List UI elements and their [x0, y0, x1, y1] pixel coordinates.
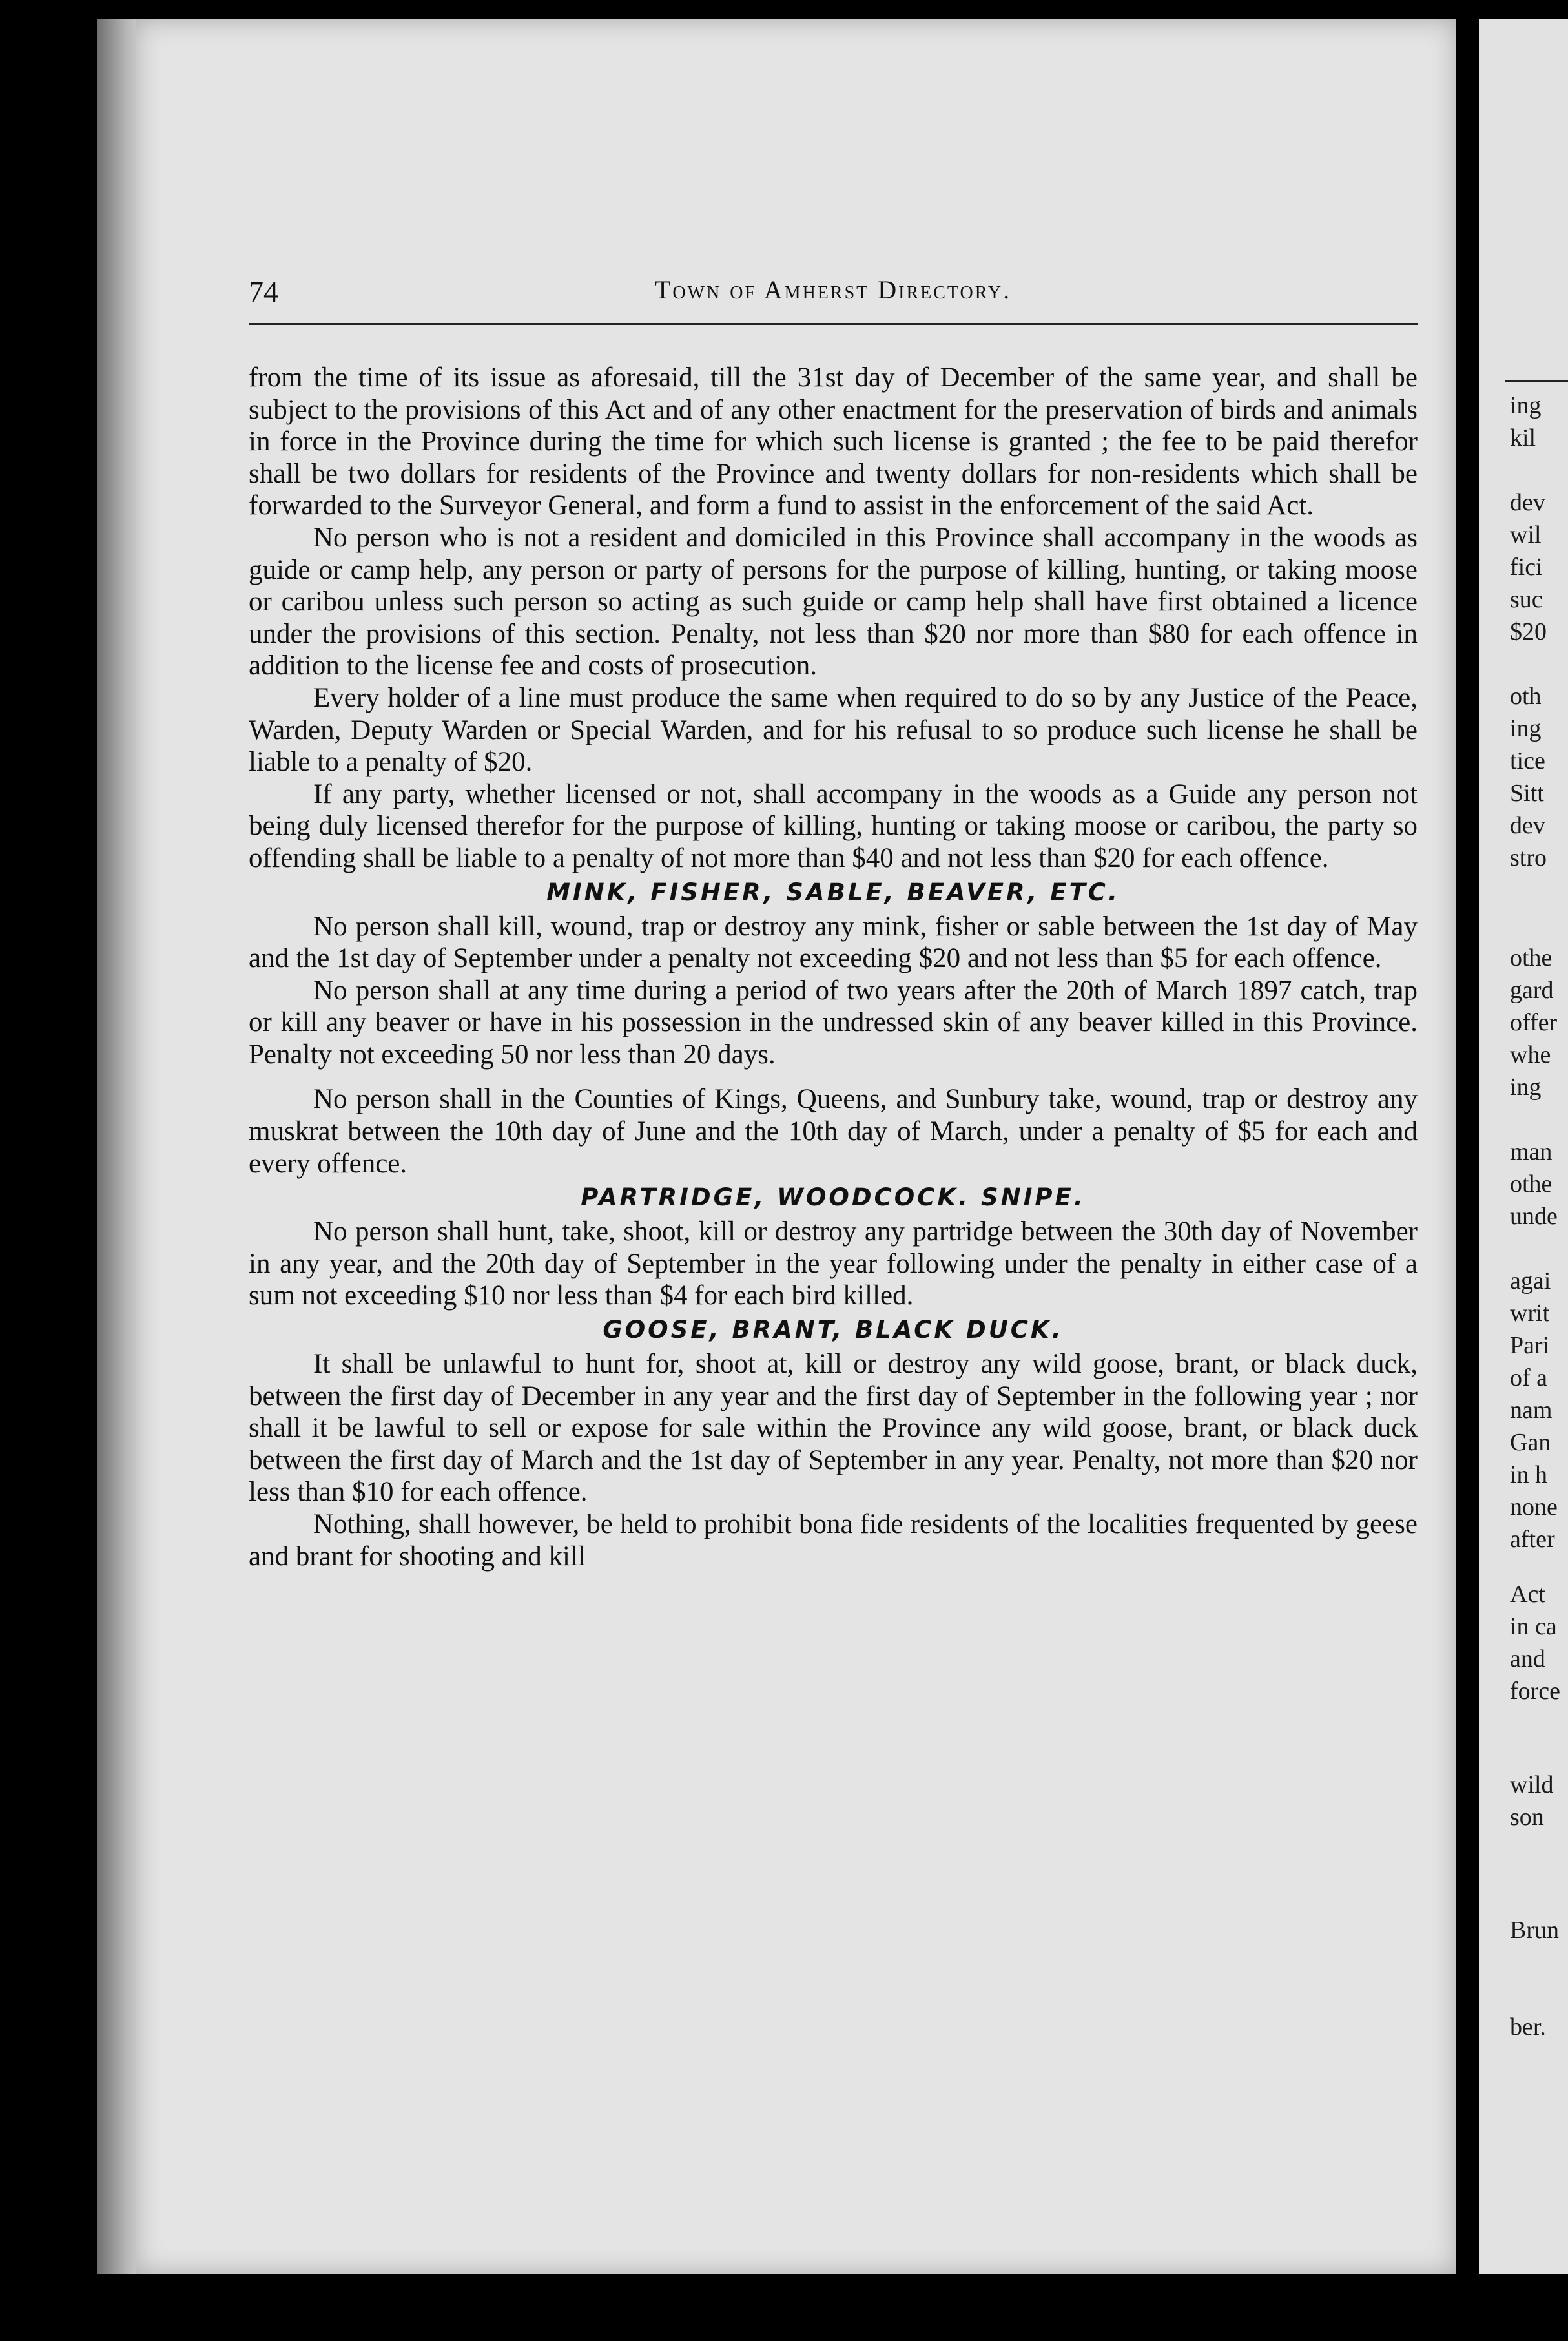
facing-page-edge — [1479, 19, 1568, 2274]
paragraph: If any party, whether licensed or not, shall accompany in the woods as a Guide any person not being duly licensed therefor for the purpose of killing, hunting or taking moose or caribou, the party so offending shall be liable to a penalty of not more than $40 and not less than $20 for each offence. — [249, 778, 1418, 873]
facing-page-rule — [1505, 380, 1568, 382]
facing-page-fragment: offer — [1510, 1009, 1558, 1036]
facing-page-fragment: nam — [1510, 1397, 1553, 1424]
facing-page-fragment: wil — [1510, 521, 1542, 548]
facing-page-fragment: ber. — [1510, 2013, 1546, 2041]
facing-page-fragment: man — [1510, 1138, 1553, 1165]
facing-page-fragment: and — [1510, 1645, 1545, 1672]
facing-page-fragment: oth — [1510, 683, 1542, 710]
facing-page-fragment: ing — [1510, 715, 1542, 742]
paragraph: Every holder of a line must produce the same when required to do so by any Justice of the Peace, Warden, Deputy Warden or Special Warden, and for his refusal to so produce such license he shall be liable to a penalty of $20. — [249, 682, 1418, 778]
facing-page-fragment: suc — [1510, 586, 1543, 613]
paragraph: No person shall hunt, take, shoot, kill or destroy any partridge between the 30th day of November in any year, and the 20th day of September in the year following under the penalty in either case of a sum not exceeding $10 nor less than $4 for each bird killed. — [249, 1216, 1418, 1311]
facing-page-fragment: dev — [1510, 489, 1545, 516]
facing-page-fragment: writ — [1510, 1300, 1550, 1327]
facing-page-fragment: tice — [1510, 747, 1545, 775]
facing-page-fragment: othe — [1510, 944, 1553, 972]
paragraph: It shall be unlawful to hunt for, shoot at, kill or destroy any wild goose, brant, or black duck, between the first day of December in any year and the first day of September in the following year ; nor shall it be lawful to sell or expose for sale within the Province any wild goose, brant, or black duck between the first day of March and the 1st day of September in any year. Penalty, not more than $20 nor less than $10 for each offence. — [249, 1349, 1418, 1508]
facing-page-fragment: Gan — [1510, 1429, 1551, 1456]
facing-page-fragment: none — [1510, 1493, 1558, 1521]
paragraph: from the time of its issue as aforesaid, till the 31st day of December of the same year, and shall be subject to the provisions of this Act and of any other enactment for the preservation of birds and animals in force in the Province during the time for which such license is granted ; the fee to be paid therefor shall be two dollars for residents of the Province and twenty dollars for non-residents which shall be forwarded to the Surveyor General, and form a fund to assist in the enforcement of the said Act. — [249, 362, 1418, 521]
facing-page-fragment: force — [1510, 1678, 1561, 1705]
facing-page-fragment: ing — [1510, 1074, 1542, 1101]
facing-page-fragment: ing — [1510, 392, 1542, 419]
page-body — [249, 362, 1418, 1572]
facing-page-fragment: dev — [1510, 812, 1545, 839]
facing-page-fragment: wild — [1510, 1771, 1554, 1798]
facing-page-fragment: agai — [1510, 1267, 1551, 1295]
page-header — [249, 275, 1418, 320]
facing-page-fragment: in h — [1510, 1461, 1548, 1488]
facing-page-fragment: stro — [1510, 844, 1547, 871]
facing-page-fragment: $20 — [1510, 618, 1547, 645]
facing-page-fragment: gard — [1510, 977, 1554, 1004]
facing-page-fragment: kil — [1510, 424, 1536, 452]
facing-page-fragment: fici — [1510, 554, 1543, 581]
facing-page-fragment: after — [1510, 1526, 1555, 1553]
facing-page-fragment: Act — [1510, 1581, 1545, 1608]
facing-page-fragment: whe — [1510, 1041, 1551, 1068]
paragraph: No person shall at any time during a period of two years after the 20th of March 1897 catch, trap or kill any beaver or have in his possession in the undressed skin of any beaver killed in this Province. Penalty not exceeding 50 nor less than 20 days. — [249, 975, 1418, 1070]
facing-page-fragment: of a — [1510, 1364, 1548, 1391]
section-heading: GOOSE, BRANT, BLACK DUCK. — [603, 1316, 1064, 1344]
section-heading: MINK, FISHER, SABLE, BEAVER, ETC. — [546, 878, 1120, 906]
running-title: Town of Amherst Directory. — [654, 275, 1012, 304]
section-heading: PARTRIDGE, WOODCOCK. SNIPE. — [581, 1183, 1086, 1212]
paragraph: No person who is not a resident and domiciled in this Province shall accompany in the woods as guide or camp help, any person or party of persons for the purpose of killing, hunting, or taking moose or caribou unless such person so acting as such guide or camp help shall have first obtained a licence under the provisions of this section. Penalty, not less than $20 nor more than $80 for each offence in addition to the license fee and costs of prosecution. — [249, 522, 1418, 681]
header-rule — [249, 323, 1418, 325]
paragraph: No person shall kill, wound, trap or destroy any mink, fisher or sable between the 1st day of May and the 1st day of September under a penalty not exceeding $20 and not less than $5 for each offence. — [249, 911, 1418, 974]
paragraph: Nothing, shall however, be held to prohibit bona fide residents of the localities frequented by geese and brant for shooting and kill — [249, 1509, 1418, 1572]
facing-page-fragment: Sitt — [1510, 780, 1544, 807]
facing-page-fragment: son — [1510, 1804, 1544, 1831]
page-number: 74 — [249, 275, 278, 308]
facing-page-fragment: unde — [1510, 1203, 1558, 1230]
paragraph: No person shall in the Counties of Kings, Queens, and Sunbury take, wound, trap or destroy any muskrat between the 10th day of June and the 10th day of March, under a penalty of $5 for each and every offence. — [249, 1084, 1418, 1179]
facing-page-fragment: Pari — [1510, 1332, 1550, 1359]
facing-page-fragment: othe — [1510, 1170, 1553, 1198]
facing-page-fragment: Brun — [1510, 1917, 1559, 1944]
facing-page-fragment: in ca — [1510, 1613, 1557, 1640]
